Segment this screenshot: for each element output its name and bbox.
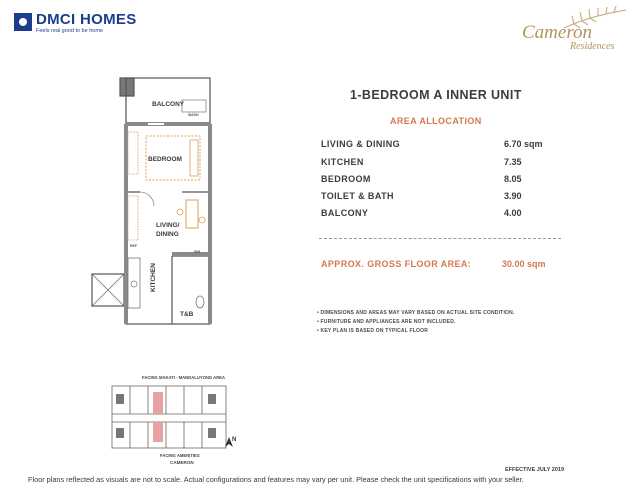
row-value-tb: 3.90 bbox=[504, 191, 522, 201]
project-sub: Residences bbox=[570, 41, 615, 52]
balcony-label: BALCONY bbox=[152, 101, 185, 108]
divider bbox=[319, 238, 561, 239]
tb-label: T&B bbox=[180, 311, 194, 318]
living-label: LIVING/ bbox=[156, 222, 180, 229]
note-furniture: • FURNITURE AND APPLIANCES ARE NOT INCLUDED. bbox=[317, 319, 456, 325]
row-value-bedroom: 8.05 bbox=[504, 174, 522, 184]
gross-area-value: 30.00 sqm bbox=[502, 259, 546, 269]
project-name: Cameron bbox=[522, 22, 593, 43]
unit-title: 1-BEDROOM A INNER UNIT bbox=[350, 88, 522, 102]
row-value-living: 6.70 sqm bbox=[504, 139, 543, 149]
row-label-kitchen: KITCHEN bbox=[321, 157, 364, 167]
row-value-balcony: 4.00 bbox=[504, 208, 522, 218]
bedroom-label: BEDROOM bbox=[148, 156, 182, 163]
wash-label: WASH bbox=[188, 113, 199, 117]
row-label-bedroom: BEDROOM bbox=[321, 174, 371, 184]
wm-label: WM bbox=[194, 250, 201, 254]
row-label-balcony: BALCONY bbox=[321, 208, 369, 218]
dmci-logo-icon bbox=[14, 13, 32, 31]
note-keyplan: • KEY PLAN IS BASED ON TYPICAL FLOOR bbox=[317, 328, 428, 334]
row-label-tb: TOILET & BATH bbox=[321, 191, 394, 201]
gross-area-label: APPROX. GROSS FLOOR AREA: bbox=[321, 259, 472, 269]
keyplan-bottom-label: FACING AMENITIES bbox=[160, 453, 200, 458]
keyplan-project-label: CAMERON bbox=[170, 460, 194, 465]
area-allocation-heading: AREA ALLOCATION bbox=[390, 116, 482, 126]
ref-label: REF bbox=[130, 244, 137, 248]
dining-label: DINING bbox=[156, 231, 179, 238]
note-dimensions: • DIMENSIONS AND AREAS MAY VARY BASED ON ACTUAL SITE CONDITION. bbox=[317, 310, 515, 316]
effective-date: EFFECTIVE JULY 2019 bbox=[505, 467, 564, 473]
floor-plan bbox=[80, 70, 240, 360]
key-plan bbox=[108, 382, 230, 452]
row-value-kitchen: 7.35 bbox=[504, 157, 522, 167]
disclaimer: Floor plans reflected as visuals are not to scale. Actual configurations and features may vary per unit. Please check the unit specifications with your seller. bbox=[28, 475, 524, 484]
brand-tagline: Feels real good to be home bbox=[36, 28, 103, 34]
north-label: N bbox=[232, 437, 237, 443]
kitchen-label: KITCHEN bbox=[150, 263, 157, 292]
brand-name: DMCI HOMES bbox=[36, 11, 137, 28]
keyplan-top-label: FACING MAKATI - MANDALUYONG AREA bbox=[142, 375, 226, 380]
row-label-living: LIVING & DINING bbox=[321, 139, 401, 149]
